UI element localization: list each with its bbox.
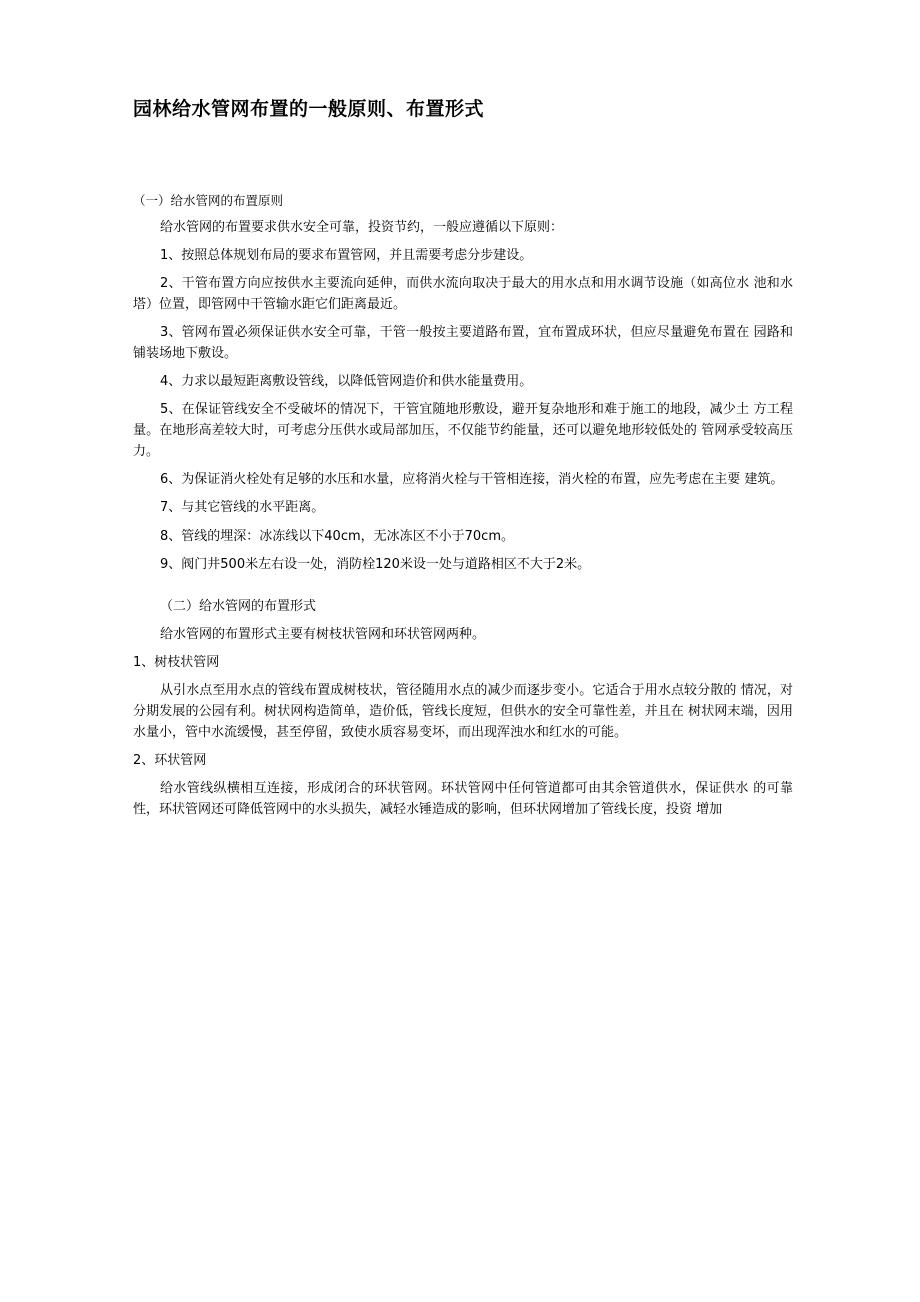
subsection-title-ring: 2、环状管网 bbox=[133, 752, 207, 768]
principle-item-2: 2、干管布置方向应按供水主要流向延伸，而供水流向取决于最大的用水点和用水调节设施（如高位水 池和水塔）位置，即管网中干管输水距它们距离最近。 bbox=[133, 276, 793, 313]
principle-item-9: 9、阀门井500米左右设一处，消防栓120米设一处与道路相区不大于2米。 bbox=[160, 556, 591, 572]
section-one-heading: （一）给水管网的布置原则 bbox=[133, 192, 284, 208]
subsection-body-tree: 从引水点至用水点的管线布置成树枝状，管径随用水点的减少而逐步变小。它适合于用水点较分散的 情况，对分期发展的公园有利。树状网构造简单，造价低，管线长度短，但供水的安全可靠性差，并且在 树状网末端，因用水量小，管中水流缓慢，甚至停留，致使水质容易变坏，而出现浑浊水和红水的可能。 bbox=[133, 682, 793, 740]
principle-item-4: 4、力求以最短距离敷设管线，以降低管网造价和供水能量费用。 bbox=[160, 374, 533, 390]
principle-item-3: 3、管网布置必须保证供水安全可靠，干管一般按主要道路布置，宜布置成环状，但应尽量避免布置在 园路和铺装场地下敷设。 bbox=[133, 325, 793, 362]
principle-item-5: 5、在保证管线安全不受破坏的情况下，干管宜随地形敷设，避开复杂地形和难于施工的地段，减少土 方工程量。在地形高差较大时，可考虑分压供水或局部加压，不仅能节约能量，还可以避免地形较低处的 管网承受较高压力。 bbox=[133, 402, 793, 460]
subsection-body-ring: 给水管线纵横相互连接，形成闭合的环状管网。环状管网中任何管道都可由其余管道供水，保证供水 的可靠性，环状管网还可降低管网中的水头损失，减轻水锤造成的影响，但环状网增加了管线长度，投资 增加 bbox=[133, 780, 793, 817]
title-spacer bbox=[133, 123, 793, 191]
principle-item-8: 8、管线的埋深：冰冻线以下40cm，无冰冻区不小于70cm。 bbox=[160, 528, 514, 544]
subsection-title-tree: 1、树枝状管网 bbox=[133, 654, 220, 670]
section-gap bbox=[133, 582, 793, 596]
principle-item-6: 6、为保证消火栓处有足够的水压和水量，应将消火栓与干管相连接，消火栓的布置，应先考虑在主要 建筑。 bbox=[160, 472, 784, 488]
principle-item-7: 7、与其它管线的水平距离。 bbox=[160, 500, 325, 516]
section-two-heading: （二）给水管网的布置形式 bbox=[160, 598, 317, 614]
section-two-intro: 给水管网的布置形式主要有树枝状管网和环状管网两种。 bbox=[160, 626, 486, 642]
principle-item-1: 1、按照总体规划布局的要求布置管网，并且需要考虑分步建设。 bbox=[160, 248, 533, 264]
document-content bbox=[133, 96, 793, 827]
section-one-intro: 给水管网的布置要求供水安全可靠，投资节约，一般应遵循以下原则： bbox=[160, 219, 564, 235]
page-title: 园林给水管网布置的一般原则、布置形式 bbox=[133, 98, 485, 120]
